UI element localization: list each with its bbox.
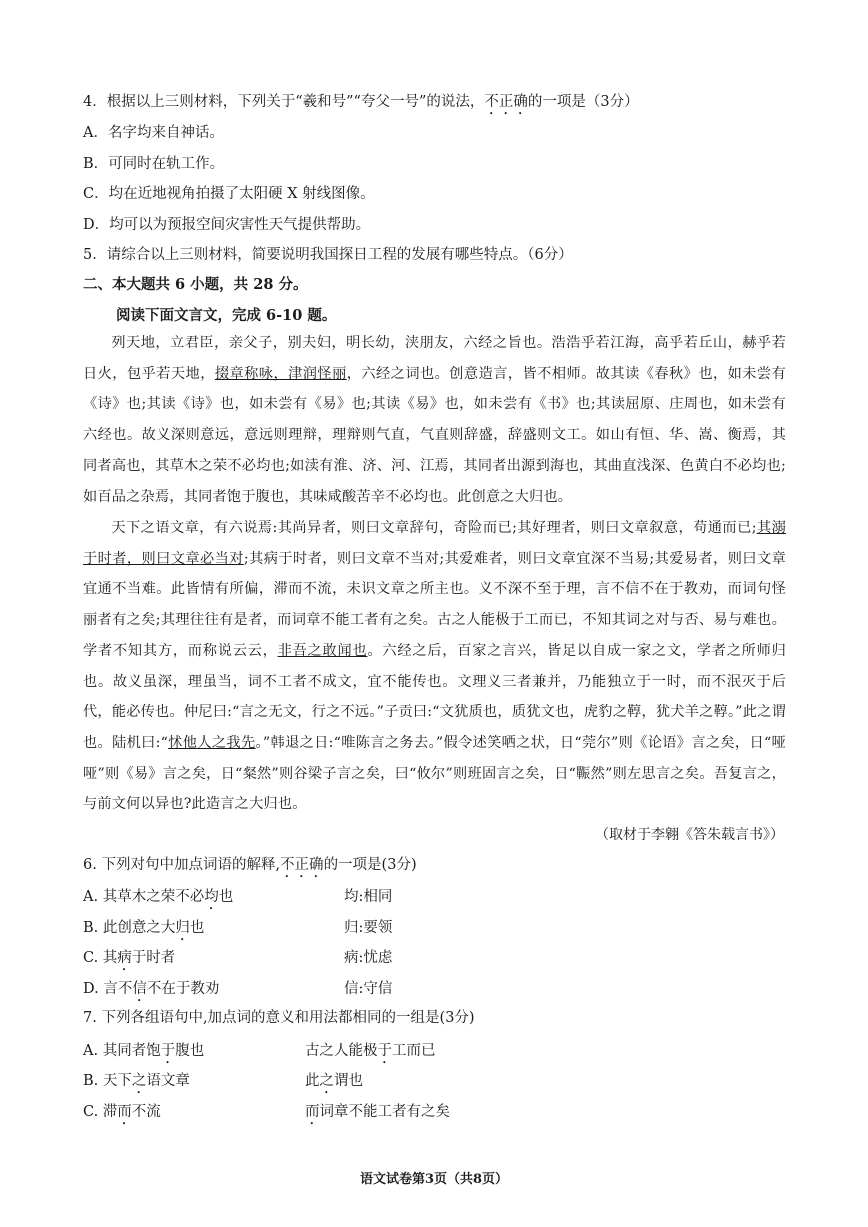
- underlined-phrase: 怵他人之我先: [168, 734, 256, 751]
- passage-text: ，六经之词也。创意造言，皆不相师。故其读《春秋》也，如未尝有《诗》也;其读《诗》也，如未尝有《易》也;其读《易》也，如未尝有《书》也;其读屈原、庄周也，如未尝有六经也。故义深则意远，意远则理辩，理辩则气直，气直则辞盛，辞盛则文工。如山有恒、华、嵩、衡焉，其同者高也，其草木之荣不必均也;如渎有淮、济、河、江焉，其同者出源到海也，其曲直浅深、色黄白不必均也;如百品之杂焉，其同者饱于腹也，其味咸酸苦辛不必均也。此创意之大归也。: [83, 365, 786, 505]
- passage-text: 。”韩退之日:“唯陈言之务去。”假令述笑哂之状，日“莞尔”则《论语》言之矣，日“哑哑”则《易》言之矣，日“粲然”则谷梁子言之矣，曰“攸尔”则班固言之矣，日“辴然”则左思言之矣。吾复言之，与前文何以异也?此造言之大归也。: [83, 734, 786, 813]
- option-text: 语文章: [146, 1073, 190, 1089]
- q6-stem-post: 的一项是(3分): [323, 857, 417, 873]
- page-footer: 语文试卷第3页（共8页）: [359, 1172, 509, 1187]
- q7-option-a-pair: [305, 1039, 436, 1067]
- dotted-word: 之: [131, 1073, 147, 1089]
- option-text: 不在于教劝: [146, 981, 220, 997]
- q7-stem: 7. 下列各组语句中,加点词的意义和用法都相同的一组是(3分): [83, 1010, 475, 1026]
- q4-option-a: A．名字均来自神话。: [83, 125, 224, 141]
- q7-option-c-pair: [305, 1100, 450, 1128]
- dotted-word: 之: [319, 1073, 334, 1089]
- q6-stem-emphasis: 不正确: [280, 857, 324, 873]
- passage-text: ;其病于时者，则曰文章不当对;其爱难者，则曰文章宜深不当易;其爱易者，则曰文章宜通不当难。此皆情有所偏，滞而不流，未识文章之所主也。义不深不至于理，言不信不在于教劝，而词句怪丽者有之矣;其理往往有是者，而词章不能工者有之矣。古之人能极于工而已，不知其词之对与否、易与难也。学者不知其方，而称说云云，: [83, 550, 786, 659]
- underlined-phrase: 其溺于时者，则曰文章必当对: [83, 520, 786, 567]
- q6-option-b: [83, 916, 204, 944]
- q4-option-d: D．均可以为预报空间灾害性天气提供帮助。: [83, 217, 371, 233]
- section-title: 二、本大题共 6 小题，共 28 分。: [83, 276, 308, 293]
- dotted-word: 而: [117, 1104, 132, 1120]
- option-text: 于时者: [131, 950, 176, 966]
- option-text: 不流: [131, 1104, 161, 1120]
- dotted-word: 于: [377, 1043, 392, 1059]
- q6-option-d: [83, 977, 219, 1005]
- q4-stem-post: 的一项是（3分）: [527, 94, 639, 110]
- option-text: D. 言不: [83, 981, 133, 997]
- dotted-word: 均: [204, 889, 219, 905]
- dotted-word: 而: [305, 1104, 320, 1120]
- passage-source: （取材于李翱《答朱载言书》）: [595, 827, 784, 843]
- q6-option-c: [83, 946, 175, 974]
- option-text: A. 其草木之荣不必: [83, 889, 205, 905]
- dotted-word: 病: [117, 950, 132, 966]
- q4-stem-emphasis: 不正确: [484, 94, 528, 110]
- option-text: 古之人能极: [305, 1043, 378, 1059]
- passage-paragraph-2: [83, 513, 786, 820]
- q6-option-a: [83, 885, 233, 913]
- q4-option-b: B．可同时在轨工作。: [83, 156, 225, 172]
- option-text: 谓也: [334, 1073, 363, 1089]
- option-text: C. 滞: [83, 1104, 118, 1120]
- q4-stem-pre: 4．根据以上三则材料，下列关于“羲和号”“夸父一号”的说法，: [83, 94, 485, 110]
- q7-option-b: [83, 1069, 190, 1097]
- passage-text: 列天地，立君臣，亲父子，别夫妇，明长幼，浃朋友，六经之旨也。浩浩乎若江海，高乎若丘山，赫乎若日火，包乎若天地，: [83, 335, 786, 382]
- option-text: 也: [218, 889, 234, 905]
- dotted-word: 信: [132, 981, 147, 997]
- passage-text: 。六经之后，百家之言兴，皆足以自成一家之文，学者之所师归也。故义虽深，理虽当，词不工者不成文，宜不能传也。文理义三者兼并，乃能独立于一时，而不泯灭于后代，能必传也。仲尼曰:“言之无文，行之不远。”子贡曰:“文犹质也，质犹文也，虎豹之鞟，犹犬羊之鞟。”此之谓也。陆机曰:“: [83, 642, 787, 751]
- q6-option-a-gloss: 均:相同: [344, 889, 393, 905]
- q7-option-a: [83, 1039, 204, 1067]
- q7-option-b-pair: [305, 1069, 363, 1097]
- section-instruction: 阅读下面文言文，完成 6-10 题。: [116, 307, 337, 324]
- q5-stem: 5．请综合以上三则材料，简要说明我国探日工程的发展有哪些特点。（6分）: [83, 247, 573, 263]
- option-text: B. 天下: [83, 1073, 132, 1089]
- q4-option-c: C．均在近地视角拍摄了太阳硬 X 射线图像。: [83, 186, 375, 202]
- passage-text: 天下之语文章，有六说焉:其尚异者，则曰文章辞句，奇险而已;其好理者，则曰文章叙意，苟通而已;: [111, 520, 757, 536]
- option-text: C. 其: [83, 950, 118, 966]
- option-text: 也: [189, 920, 205, 936]
- dotted-word: 归: [175, 920, 190, 936]
- underlined-phrase: 非吾之敢闻也: [277, 642, 368, 659]
- option-text: A. 其同者饱: [83, 1043, 161, 1059]
- q4-stem: [83, 92, 639, 118]
- q6-option-b-gloss: 归:要领: [344, 920, 393, 936]
- passage-paragraph-1: [83, 328, 786, 512]
- q6-stem: [83, 855, 417, 881]
- option-text: 腹也: [175, 1043, 205, 1059]
- q6-stem-pre: 6. 下列对句中加点词语的解释,: [83, 857, 281, 873]
- option-text: 此: [305, 1073, 320, 1089]
- option-text: 工而已: [392, 1043, 436, 1059]
- option-text: 词章不能工者有之矣: [319, 1104, 450, 1120]
- underlined-phrase: 掇章称咏，津润怪丽: [214, 365, 347, 382]
- q6-option-c-gloss: 病:忧虑: [344, 950, 393, 966]
- option-text: B. 此创意之大: [83, 920, 176, 936]
- q7-option-c: [83, 1100, 161, 1128]
- q6-option-d-gloss: 信:守信: [344, 981, 393, 997]
- dotted-word: 于: [160, 1043, 176, 1059]
